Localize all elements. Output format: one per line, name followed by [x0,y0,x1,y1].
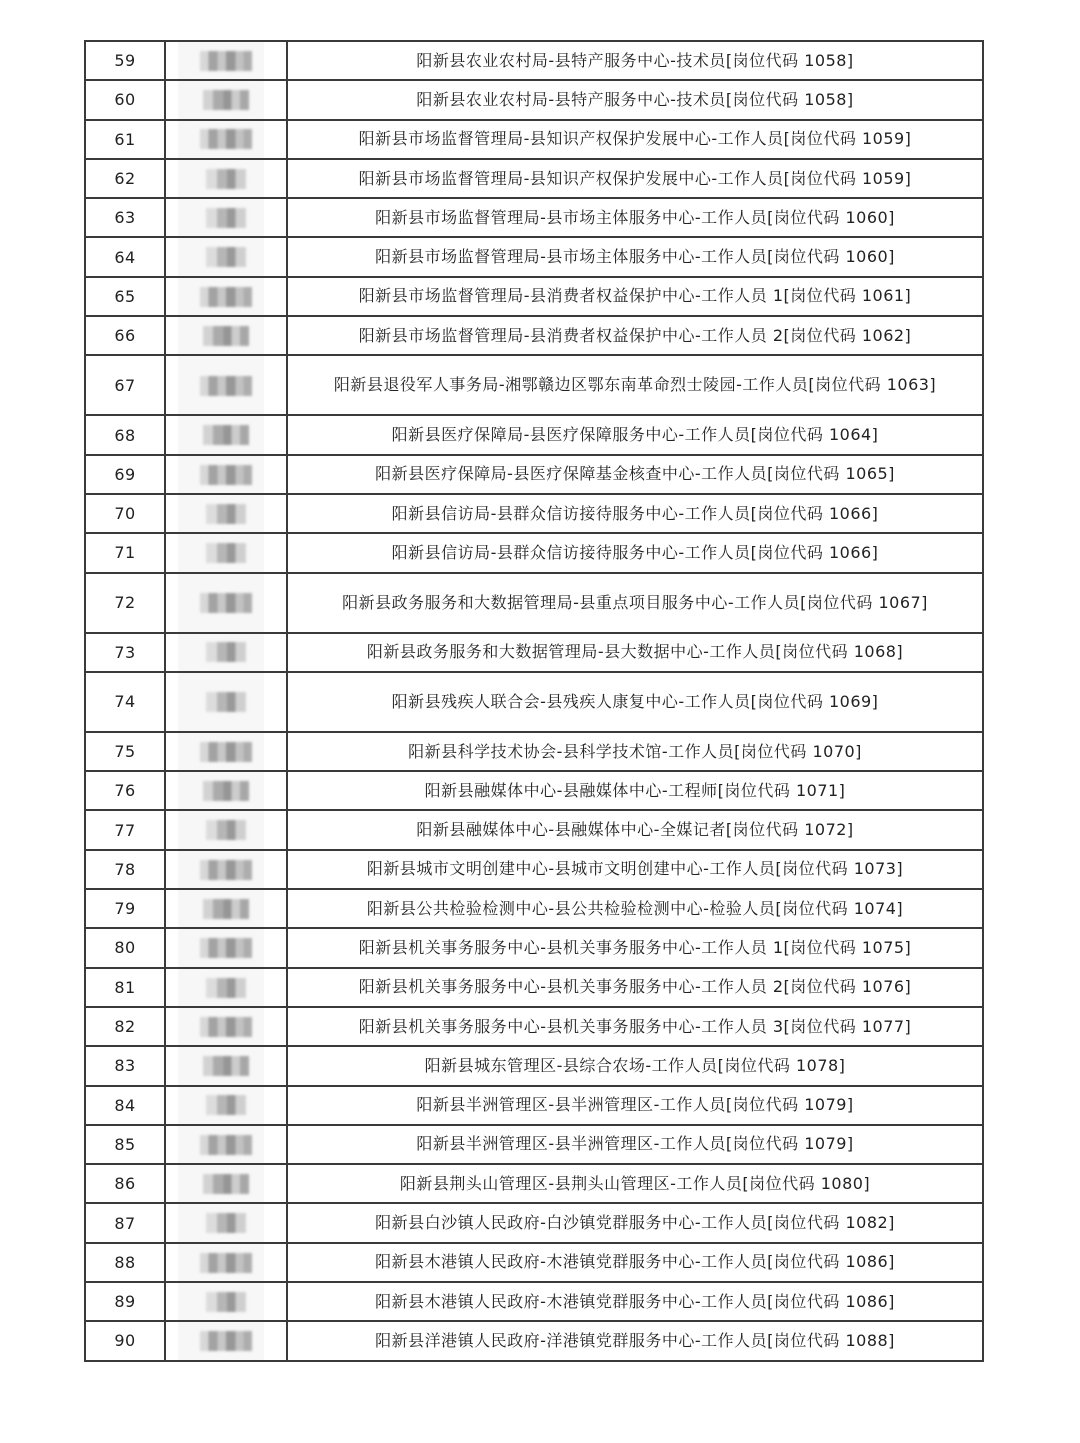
redacted-name-mosaic [203,326,249,346]
name-cell-redacted [165,41,287,80]
table-row [85,237,983,276]
table-row [85,672,983,732]
position-cell: 阳新县市场监督管理局-县知识产权保护发展中心-工作人员[岗位代码 1059] [287,120,983,159]
position-cell: 阳新县荆头山管理区-县荆头山管理区-工作人员[岗位代码 1080] [287,1164,983,1203]
redacted-name-mosaic [200,287,252,307]
name-cell-redacted [165,1125,287,1164]
row-number-cell: 86 [85,1164,165,1203]
name-cell-redacted [165,968,287,1007]
row-number-cell: 62 [85,159,165,198]
redacted-name-mosaic [206,978,246,998]
table-row [85,1164,983,1203]
position-cell: 阳新县市场监督管理局-县市场主体服务中心-工作人员[岗位代码 1060] [287,237,983,276]
row-number-cell: 69 [85,455,165,494]
table-row [85,850,983,889]
row-number-cell: 85 [85,1125,165,1164]
redacted-name-mosaic [200,1135,252,1155]
name-cell-redacted [165,771,287,810]
row-number-cell: 84 [85,1086,165,1125]
position-cell: 阳新县城东管理区-县综合农场-工作人员[岗位代码 1078] [287,1046,983,1085]
name-cell-redacted [165,277,287,316]
redacted-name-mosaic [203,899,249,919]
position-cell: 阳新县半洲管理区-县半洲管理区-工作人员[岗位代码 1079] [287,1125,983,1164]
name-cell-redacted [165,80,287,119]
table-row [85,355,983,415]
position-cell: 阳新县信访局-县群众信访接待服务中心-工作人员[岗位代码 1066] [287,533,983,572]
name-cell-redacted [165,415,287,454]
table-row [85,889,983,928]
name-cell-redacted [165,1007,287,1046]
table-row [85,810,983,849]
redacted-name-mosaic [200,593,252,613]
row-number-cell: 82 [85,1007,165,1046]
redacted-name-mosaic [200,1253,252,1273]
redacted-name-mosaic [200,129,252,149]
table-row [85,968,983,1007]
name-cell-redacted [165,159,287,198]
row-number-cell: 88 [85,1243,165,1282]
row-number-cell: 70 [85,494,165,533]
name-cell-redacted [165,533,287,572]
table-row [85,573,983,633]
redacted-name-mosaic [206,820,246,840]
table-row [85,316,983,355]
row-number-cell: 83 [85,1046,165,1085]
table-row [85,1086,983,1125]
name-cell-redacted [165,850,287,889]
table-row [85,80,983,119]
table-row [85,455,983,494]
name-cell-redacted [165,198,287,237]
position-cell: 阳新县木港镇人民政府-木港镇党群服务中心-工作人员[岗位代码 1086] [287,1282,983,1321]
row-number-cell: 87 [85,1203,165,1242]
row-number-cell: 60 [85,80,165,119]
recruitment-table [84,40,984,1362]
table-row [85,159,983,198]
redacted-name-mosaic [206,543,246,563]
position-cell: 阳新县市场监督管理局-县消费者权益保护中心-工作人员 1[岗位代码 1061] [287,277,983,316]
redacted-name-mosaic [206,247,246,267]
position-cell: 阳新县洋港镇人民政府-洋港镇党群服务中心-工作人员[岗位代码 1088] [287,1321,983,1360]
row-number-cell: 80 [85,928,165,967]
position-cell: 阳新县医疗保障局-县医疗保障服务中心-工作人员[岗位代码 1064] [287,415,983,454]
position-cell: 阳新县科学技术协会-县科学技术馆-工作人员[岗位代码 1070] [287,732,983,771]
table-row [85,533,983,572]
redacted-name-mosaic [203,781,249,801]
table-row [85,1007,983,1046]
position-cell: 阳新县融媒体中心-县融媒体中心-工程师[岗位代码 1071] [287,771,983,810]
row-number-cell: 61 [85,120,165,159]
table-row [85,120,983,159]
name-cell-redacted [165,810,287,849]
redacted-name-mosaic [206,1095,246,1115]
redacted-name-mosaic [203,425,249,445]
redacted-name-mosaic [200,465,252,485]
position-cell: 阳新县农业农村局-县特产服务中心-技术员[岗位代码 1058] [287,41,983,80]
name-cell-redacted [165,1243,287,1282]
position-cell: 阳新县农业农村局-县特产服务中心-技术员[岗位代码 1058] [287,80,983,119]
name-cell-redacted [165,1282,287,1321]
table-row [85,1321,983,1360]
name-cell-redacted [165,355,287,415]
position-cell: 阳新县退役军人事务局-湘鄂赣边区鄂东南革命烈士陵园-工作人员[岗位代码 1063] [287,355,983,415]
redacted-name-mosaic [203,90,249,110]
position-cell: 阳新县市场监督管理局-县市场主体服务中心-工作人员[岗位代码 1060] [287,198,983,237]
table-row [85,41,983,80]
position-cell: 阳新县机关事务服务中心-县机关事务服务中心-工作人员 2[岗位代码 1076] [287,968,983,1007]
table-row [85,1046,983,1085]
table-row [85,1203,983,1242]
name-cell-redacted [165,928,287,967]
redacted-name-mosaic [206,1213,246,1233]
redacted-name-mosaic [200,860,252,880]
position-cell: 阳新县医疗保障局-县医疗保障基金核查中心-工作人员[岗位代码 1065] [287,455,983,494]
row-number-cell: 90 [85,1321,165,1360]
row-number-cell: 74 [85,672,165,732]
table-row [85,633,983,672]
table-row [85,277,983,316]
name-cell-redacted [165,316,287,355]
name-cell-redacted [165,1203,287,1242]
redacted-name-mosaic [206,208,246,228]
table-row [85,771,983,810]
redacted-name-mosaic [206,1292,246,1312]
row-number-cell: 64 [85,237,165,276]
row-number-cell: 67 [85,355,165,415]
name-cell-redacted [165,1046,287,1085]
name-cell-redacted [165,672,287,732]
table-row [85,494,983,533]
redacted-name-mosaic [206,692,246,712]
redacted-name-mosaic [200,376,252,396]
redacted-name-mosaic [203,1174,249,1194]
table-row [85,732,983,771]
row-number-cell: 78 [85,850,165,889]
row-number-cell: 89 [85,1282,165,1321]
redacted-name-mosaic [206,504,246,524]
redacted-name-mosaic [200,1331,252,1351]
row-number-cell: 76 [85,771,165,810]
name-cell-redacted [165,633,287,672]
position-cell: 阳新县政务服务和大数据管理局-县大数据中心-工作人员[岗位代码 1068] [287,633,983,672]
name-cell-redacted [165,889,287,928]
position-cell: 阳新县政务服务和大数据管理局-县重点项目服务中心-工作人员[岗位代码 1067] [287,573,983,633]
table-row [85,1125,983,1164]
position-cell: 阳新县白沙镇人民政府-白沙镇党群服务中心-工作人员[岗位代码 1082] [287,1203,983,1242]
row-number-cell: 59 [85,41,165,80]
position-cell: 阳新县融媒体中心-县融媒体中心-全媒记者[岗位代码 1072] [287,810,983,849]
table-row [85,928,983,967]
name-cell-redacted [165,455,287,494]
name-cell-redacted [165,237,287,276]
name-cell-redacted [165,1086,287,1125]
position-cell: 阳新县半洲管理区-县半洲管理区-工作人员[岗位代码 1079] [287,1086,983,1125]
row-number-cell: 77 [85,810,165,849]
row-number-cell: 68 [85,415,165,454]
row-number-cell: 73 [85,633,165,672]
redacted-name-mosaic [206,642,246,662]
table-row [85,1243,983,1282]
name-cell-redacted [165,120,287,159]
name-cell-redacted [165,1164,287,1203]
position-cell: 阳新县市场监督管理局-县知识产权保护发展中心-工作人员[岗位代码 1059] [287,159,983,198]
position-cell: 阳新县城市文明创建中心-县城市文明创建中心-工作人员[岗位代码 1073] [287,850,983,889]
table-row [85,198,983,237]
redacted-name-mosaic [200,742,252,762]
position-cell: 阳新县机关事务服务中心-县机关事务服务中心-工作人员 1[岗位代码 1075] [287,928,983,967]
redacted-name-mosaic [200,938,252,958]
position-cell: 阳新县信访局-县群众信访接待服务中心-工作人员[岗位代码 1066] [287,494,983,533]
row-number-cell: 63 [85,198,165,237]
position-cell: 阳新县市场监督管理局-县消费者权益保护中心-工作人员 2[岗位代码 1062] [287,316,983,355]
redacted-name-mosaic [203,1056,249,1076]
redacted-name-mosaic [200,51,252,71]
position-cell: 阳新县机关事务服务中心-县机关事务服务中心-工作人员 3[岗位代码 1077] [287,1007,983,1046]
position-cell: 阳新县残疾人联合会-县残疾人康复中心-工作人员[岗位代码 1069] [287,672,983,732]
redacted-name-mosaic [206,169,246,189]
row-number-cell: 79 [85,889,165,928]
name-cell-redacted [165,573,287,633]
name-cell-redacted [165,1321,287,1360]
row-number-cell: 72 [85,573,165,633]
position-cell: 阳新县公共检验检测中心-县公共检验检测中心-检验人员[岗位代码 1074] [287,889,983,928]
redacted-name-mosaic [200,1017,252,1037]
position-cell: 阳新县木港镇人民政府-木港镇党群服务中心-工作人员[岗位代码 1086] [287,1243,983,1282]
row-number-cell: 66 [85,316,165,355]
row-number-cell: 65 [85,277,165,316]
row-number-cell: 75 [85,732,165,771]
table-row [85,415,983,454]
table-row [85,1282,983,1321]
row-number-cell: 71 [85,533,165,572]
name-cell-redacted [165,494,287,533]
name-cell-redacted [165,732,287,771]
row-number-cell: 81 [85,968,165,1007]
